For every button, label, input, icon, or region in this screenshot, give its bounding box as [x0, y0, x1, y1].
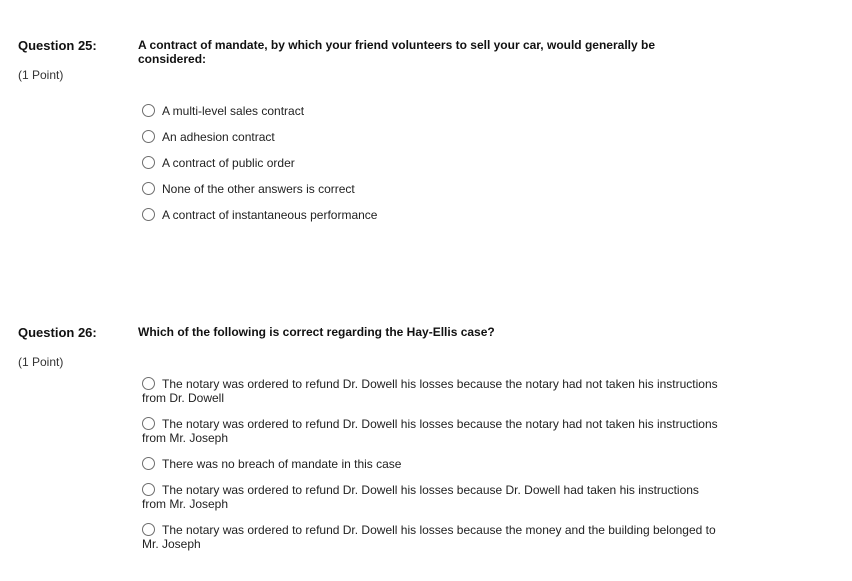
- radio-button-icon[interactable]: [142, 156, 155, 169]
- radio-button-icon[interactable]: [142, 182, 155, 195]
- radio-button-icon[interactable]: [142, 377, 155, 390]
- radio-button-icon[interactable]: [142, 523, 155, 536]
- answer-option[interactable]: [142, 377, 722, 405]
- answer-text: A contract of public order: [162, 156, 295, 170]
- answer-option[interactable]: [142, 130, 722, 144]
- answer-text: A multi-level sales contract: [162, 104, 305, 118]
- answer-option[interactable]: [142, 483, 722, 511]
- radio-button-icon[interactable]: [142, 457, 155, 470]
- radio-button-icon[interactable]: [142, 417, 155, 430]
- answer-option[interactable]: [142, 104, 722, 118]
- radio-button-icon[interactable]: [142, 130, 155, 143]
- radio-button-icon[interactable]: [142, 208, 155, 221]
- answer-text: The notary was ordered to refund Dr. Dowell his losses because the notary had not taken his instructions from Mr. Joseph: [142, 417, 718, 445]
- answer-text: The notary was ordered to refund Dr. Dowell his losses because the notary had not taken his instructions from Dr. Dowell: [142, 377, 718, 405]
- answer-option[interactable]: [142, 208, 722, 222]
- answer-option[interactable]: [142, 417, 722, 445]
- answer-text: The notary was ordered to refund Dr. Dowell his losses because Dr. Dowell had taken his instructions from Mr. Joseph: [142, 483, 699, 511]
- question-number: Question 26:: [18, 325, 97, 340]
- answer-text: None of the other answers is correct: [162, 182, 355, 196]
- answer-option[interactable]: [142, 523, 722, 551]
- question-text: Which of the following is correct regarding the Hay-Ellis case?: [138, 325, 495, 339]
- radio-button-icon[interactable]: [142, 483, 155, 496]
- question-text: A contract of mandate, by which your friend volunteers to sell your car, would generally be considered:: [138, 38, 656, 66]
- answer-option[interactable]: [142, 182, 722, 196]
- answer-text: A contract of instantaneous performance: [162, 208, 378, 222]
- answer-option[interactable]: [142, 156, 722, 170]
- radio-button-icon[interactable]: [142, 104, 155, 117]
- answer-option[interactable]: [142, 457, 722, 471]
- answer-text: The notary was ordered to refund Dr. Dowell his losses because the money and the building belonged to Mr. Joseph: [142, 523, 716, 551]
- answer-text: An adhesion contract: [162, 130, 275, 144]
- question-number: Question 25:: [18, 38, 97, 53]
- question-points: (1 Point): [18, 355, 64, 369]
- question-points: (1 Point): [18, 68, 64, 82]
- answer-text: There was no breach of mandate in this case: [162, 457, 402, 471]
